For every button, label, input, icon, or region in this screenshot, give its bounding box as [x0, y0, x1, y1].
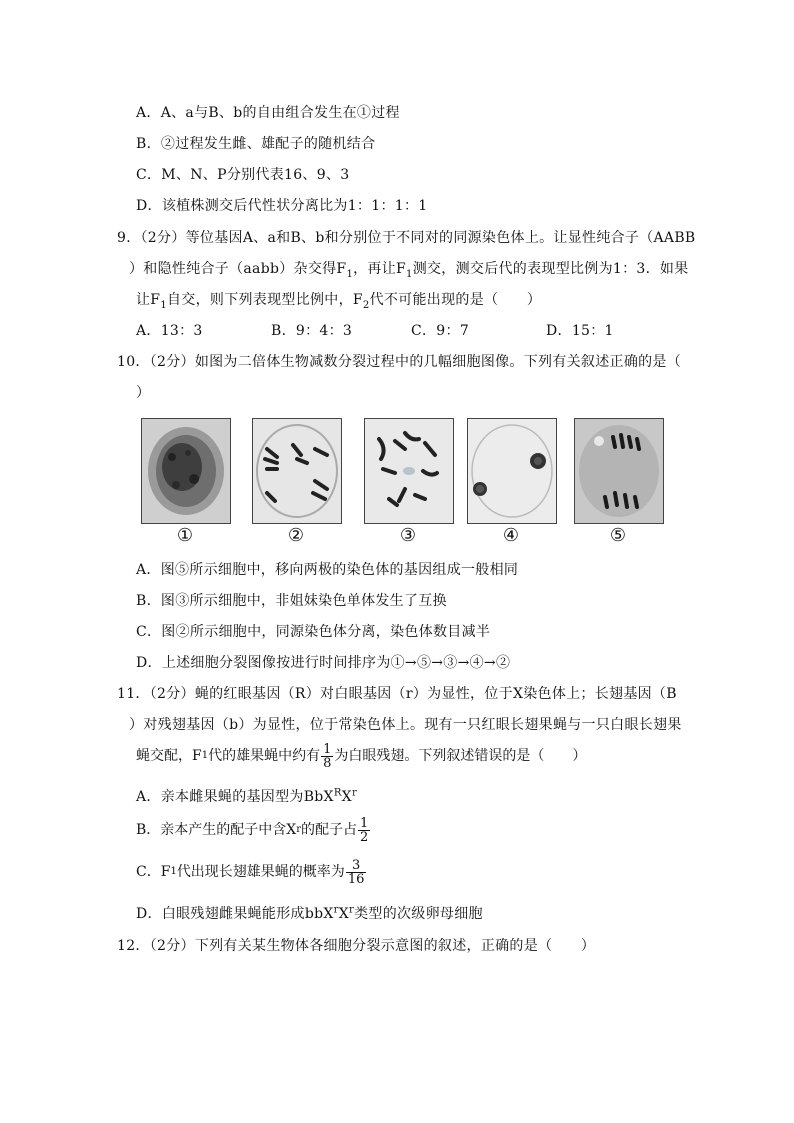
cell-image-5 [574, 418, 664, 524]
q9-stem-line2: ）和隐性纯合子（aabb）杂交得$F_1$，再让$F_1$测交，测交后代的表现型比例为1：3．如果 [129, 261, 689, 280]
q8-option-b: B．②过程发生雌、雄配子的随机结合 [136, 136, 376, 152]
q11-stem-line2: ）对残翅基因（b）为显性，位于常染色体上。现有一只红眼长翅果蝇与一只白眼长翅果 [129, 717, 682, 733]
q9-option-d: D．15：1 [546, 323, 614, 339]
cell-image-3 [364, 418, 454, 524]
q10-option-a: A．图⑤所示细胞中，移向两极的染色体的基因组成一般相同 [136, 562, 519, 578]
figure-label-3: ③ [399, 525, 417, 546]
q9-option-b: B．9：4：3 [271, 323, 353, 339]
q8-option-a: A．A、a与B、b的自由组合发生在①过程 [136, 105, 400, 121]
q11-option-b: B．亲本产生的配子中含X r 的配子占 $\frac{1}{2}$ [136, 815, 369, 845]
q9-stem-line3: 让$F_1$自交，则下列表现型比例中，$F_2$代不可能出现的是（ ） [136, 292, 542, 311]
q10-option-b: B．图③所示细胞中，非姐妹染色单体发生了互换 [136, 593, 447, 609]
q11-option-c: C．F 1 代出现长翅雄果蝇的概率为 $\frac{3}{16}$ [136, 857, 365, 887]
q11-stem-line1: 11．（2分）蝇的红眼基因（R）对白眼基因（r）为显性，位于X染色体上；长翅基因（B [117, 686, 677, 702]
cell-image-2 [252, 418, 342, 524]
q8-option-c: C．M、N、P分别代表16、9、3 [136, 167, 350, 183]
q9-option-c: C．9：7 [411, 323, 470, 339]
q11-stem-line3: 蝇交配，F 1 代的雄果蝇中约有 $\frac{1}{8}$ 为白眼残翅。下列叙述错误的是（ ） [136, 741, 587, 771]
q11-option-d: D．白眼残翅雌果蝇能形成$bbX^rX^r$类型的次级卵母细胞 [136, 904, 483, 922]
figure-label-2: ② [287, 525, 305, 546]
fraction-three-sixteenths: $\frac{3}{16}$ [347, 857, 365, 887]
q8-option-d: D．该植株测交后代性状分离比为1：1：1：1 [136, 198, 428, 214]
figure-label-1: ① [176, 525, 194, 546]
q10-option-c: C．图②所示细胞中，同源染色体分离，染色体数目减半 [136, 624, 491, 640]
fraction-one-eighth: $\frac{1}{8}$ [323, 741, 332, 771]
fraction-one-half: $\frac{1}{2}$ [360, 815, 369, 845]
cell-image-1 [141, 418, 231, 524]
cell-image-4 [467, 418, 557, 524]
q12-stem-line1: 12．（2分）下列有关某生物体各细胞分裂示意图的叙述，正确的是（ ） [117, 938, 596, 954]
q9-option-a: A．13：3 [136, 323, 203, 339]
q10-stem-line1: 10．（2分）如图为二倍体生物减数分裂过程中的几幅细胞图像。下列有关叙述正确的是（ [117, 354, 682, 370]
q10-option-d: D．上述细胞分裂图像按进行时间排序为①→⑤→③→④→② [136, 655, 511, 671]
q10-stem-line2: ） [136, 385, 151, 401]
figure-label-4: ④ [502, 525, 520, 546]
figure-label-5: ⑤ [609, 525, 627, 546]
q9-stem-line1: 9．（2分）等位基因A、a和B、b和分别位于不同对的同源染色体上。让显性纯合子（AABB [117, 230, 696, 246]
q11-option-a: A．亲本雌果蝇的基因型为$BbX^RX^r$ [136, 787, 358, 805]
